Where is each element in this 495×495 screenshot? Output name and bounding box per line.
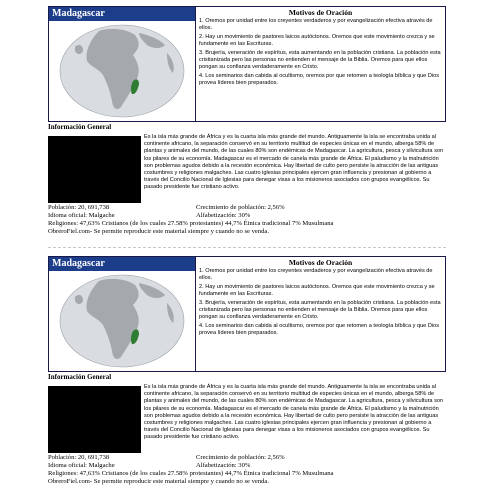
country-description: Es la isla más grande de África y es la cuarta isla más grande del mundo. Antiguamente la isla se encontraba unida al continente africano, la separación conservó en su territorio multitud de especies únicas en el mundo, alberga 58% de plantas y animales del mundo, de las cuales 80% son endémicas de Madagascar. La agricultura, pesca y silvicultura son los pilares de su economía. Madagascar es el mercado de canela más grande de África. El paludismo y la malnutrición son problemas agudos debido a la recesión económica. Hay libertad de culto pero persiste la atracción de las antiguas costumbres y religiones malgaches. Las cuatro iglesias principales ejercen gran influencia y presionan al gobierno a través del Concilio Nacional de Iglesias para denegar visas a los misioneros asociados con grupos evangélicos. Su pasado presidente fue cristiano activo. <box>144 384 444 441</box>
country-panel <box>48 6 196 122</box>
prayer-heading: Motivos de Oración <box>288 8 353 17</box>
prayer-card-1 <box>48 6 446 236</box>
growth-text: Crecimiento de población: 2,56% <box>196 204 285 211</box>
card-top <box>48 256 446 372</box>
country-stats <box>48 454 446 486</box>
prayer-point: 3. Brujería, veneración de espíritus, esta aumentando en la población cristiana. La población esta cristianizada pero las personas no entienden el mensaje de la Biblia. Oremos para que ellos pongan su confianza verdaderamente en Cristo. <box>199 50 441 70</box>
info-heading: Información General <box>48 373 112 381</box>
population-text: Población: 20, 691,738 <box>48 454 110 461</box>
prayer-panel <box>196 6 446 122</box>
prayer-heading: Motivos de Oración <box>288 258 353 267</box>
globe-map-image <box>55 273 189 369</box>
prayer-point: 1. Oremos por unidad entre los creyentes verdaderos y por evangelización efectiva através de ellos. <box>199 18 433 31</box>
prayer-point: 2. Hay un movimiento de pastores laicos autóctonos. Oremos que este movimiento crezca y se fundamente en las Escrituras. <box>199 34 435 47</box>
country-description: Es la isla más grande de África y es la cuarta isla más grande del mundo. Antiguamente la isla se encontraba unida al continente africano, la separación conservó en su territorio multitud de especies únicas en el mundo, alberga 58% de plantas y animales del mundo, de las cuales 80% son endémicas de Madagascar. La agricultura, pesca y silvicultura son los pilares de su economía. Madagascar es el mercado de canela más grande de África. El paludismo y la malnutrición son problemas agudos debido a la recesión económica. Hay libertad de culto pero persiste la atracción de las antiguas costumbres y religiones malgaches. Las cuatro iglesias principales ejercen gran influencia y presionan al gobierno a través del Concilio Nacional de Iglesias para denegar visas a los misioneros asociados con grupos evangélicos. Su pasado presidente fue cristiano activo. <box>144 134 444 191</box>
info-section <box>48 132 446 203</box>
country-title: Madagascar <box>49 7 195 21</box>
country-title: Madagascar <box>49 257 195 271</box>
population-text: Población: 20, 691,738 <box>48 204 110 211</box>
prayer-point: 3. Brujería, veneración de espíritus, esta aumentando en la población cristiana. La población esta cristianizada pero las personas no entienden el mensaje de la Biblia. Oremos para que ellos pongan su confianza verdaderamente en Cristo. <box>199 300 441 320</box>
prayer-point: 1. Oremos por unidad entre los creyentes verdaderos y por evangelización efectiva através de ellos. <box>199 268 433 281</box>
growth-text: Crecimiento de población: 2,56% <box>196 454 285 461</box>
country-panel <box>48 256 196 372</box>
country-stats <box>48 204 446 236</box>
prayer-point: 4. Los seminarios dan cabida al ocultismo, oremos por que retomen a teología bíblica y que Dios provea líderes bien preparados. <box>199 323 440 336</box>
footer-text: ObreroFiel.com- Se permite reproducir este material siempre y cuando no se venda. <box>48 228 269 235</box>
card-top <box>48 6 446 122</box>
prayer-point: 4. Los seminarios dan cabida al ocultismo, oremos por que retomen a teología bíblica y que Dios provea líderes bien preparados. <box>199 73 440 86</box>
info-heading: Información General <box>48 123 112 131</box>
literacy-text: Alfabetización: 30% <box>196 212 251 219</box>
prayer-point: 2. Hay un movimiento de pastores laicos autóctonos. Oremos que este movimiento crezca y se fundamente en las Escrituras. <box>199 284 435 297</box>
prayer-panel <box>196 256 446 372</box>
redacted-image <box>48 386 141 453</box>
prayer-card-2 <box>48 256 446 486</box>
religions-text: Religiones: 47,63% Cristianos (de los cuales 27.58% protestantes) 44,7% Étnica tradicional 7% Musulmana <box>48 470 334 477</box>
card-divider <box>48 247 446 248</box>
literacy-text: Alfabetización: 30% <box>196 462 251 469</box>
religions-text: Religiones: 47,63% Cristianos (de los cuales 27.58% protestantes) 44,7% Étnica tradicional 7% Musulmana <box>48 220 334 227</box>
info-section <box>48 382 446 453</box>
redacted-image <box>48 136 141 203</box>
footer-text: ObreroFiel.com- Se permite reproducir este material siempre y cuando no se venda. <box>48 478 269 485</box>
language-text: Idioma oficial: Malgache <box>48 212 115 219</box>
language-text: Idioma oficial: Malgache <box>48 462 115 469</box>
globe-map-image <box>55 23 189 119</box>
